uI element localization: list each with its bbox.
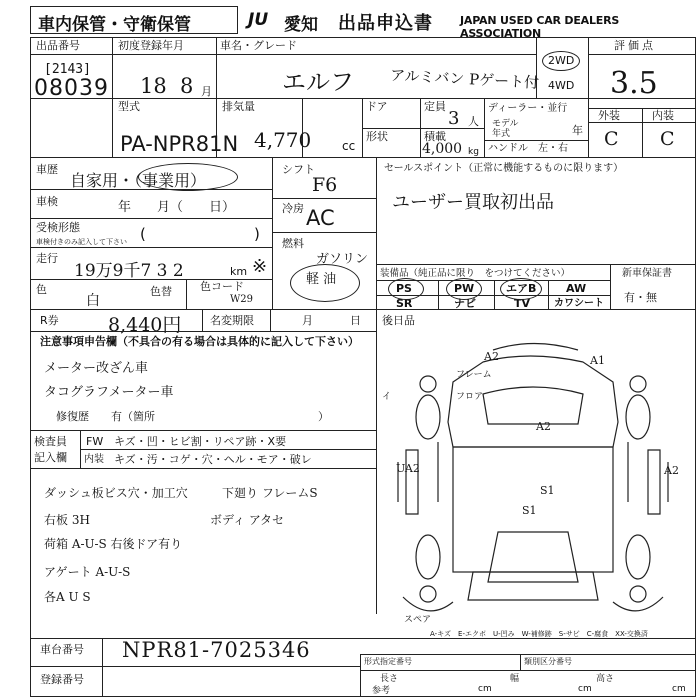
warranty-value: 有・無 — [624, 291, 657, 304]
shift-value: F6 — [312, 174, 338, 196]
repair-close: ） — [318, 410, 329, 423]
year-unit: 年 — [572, 124, 583, 137]
equip-ps: PS — [396, 282, 412, 295]
mark-a2-1: A2 — [484, 350, 499, 363]
fuel-diesel: 軽 油 — [306, 272, 337, 287]
hw-l5: 各A U S — [44, 590, 91, 604]
color-label: 色 — [36, 283, 47, 296]
day-unit: 日 — [350, 314, 361, 327]
label-i: イ — [382, 392, 392, 402]
load-label: 積載 — [424, 130, 446, 143]
equip-seat: カワシート — [554, 298, 604, 309]
length-cm: cm — [478, 684, 492, 694]
hw-l2a: 右板 3H — [44, 513, 90, 527]
inspection-label: 車検 — [36, 195, 58, 208]
class-num-label: 類別区分番号 — [524, 657, 572, 666]
drive-2wd: 2WD — [548, 54, 575, 67]
notes-line1: メーター改ざん車 — [44, 361, 149, 376]
shape-num-label: 形式指定番号 — [364, 657, 412, 666]
model-value: PA-NPR81N — [120, 132, 239, 156]
shift-label: シフト — [282, 163, 315, 176]
fuel-gas: ガソリン — [316, 252, 369, 267]
hw-l1a: ダッシュ板ビス穴・加工穴 — [44, 486, 188, 500]
chassis-value: NPR81-7025346 — [122, 638, 311, 662]
disp-unit: cc — [342, 139, 356, 153]
label-frame: フレーム — [456, 370, 492, 380]
aircon-label: 冷房 — [282, 202, 304, 215]
color-code-label: 色コード — [200, 280, 244, 293]
color-code-value: W29 — [230, 294, 254, 305]
receive-paren-close: ) — [254, 225, 260, 243]
car-diagram — [378, 332, 696, 632]
height-cm: cm — [672, 684, 686, 694]
disp-value: 4,770 — [254, 128, 312, 152]
chassis-label: 車台番号 — [40, 643, 84, 656]
label-floor: フロア — [456, 392, 484, 402]
ju-logo: JU — [248, 10, 269, 30]
car-name: エルフ — [282, 68, 354, 96]
model-label: 型式 — [118, 100, 140, 113]
model-year-label2: 年式 — [492, 129, 511, 139]
mark-s1-1: S1 — [540, 484, 555, 497]
ext-value: C — [604, 128, 619, 150]
inspection-value: 年 月（ 日） — [118, 200, 236, 215]
ext-label: 外装 — [598, 109, 620, 122]
mark-ua2: UA2 — [396, 462, 420, 475]
ps-circle — [388, 278, 424, 300]
load-unit: kg — [468, 147, 479, 157]
history-value: 自家用・（事業用） — [70, 171, 207, 190]
cap-value: 3 — [448, 108, 460, 129]
back-label: 後日品 — [382, 314, 415, 327]
int-label: 内装 — [652, 109, 674, 122]
color-value: 白 — [86, 293, 100, 309]
mark-s1-2: S1 — [522, 504, 537, 517]
fuel-label: 燃料 — [282, 237, 304, 250]
equip-navi: ナビ — [454, 297, 476, 310]
inspector-interior: 内装 — [84, 454, 104, 465]
load-value: 4,000 — [422, 141, 463, 157]
notes-title: 注意事項申告欄（不具合の有る場合は具体的に記入して下さい） — [40, 335, 359, 348]
recycle-value: 8,440円 — [108, 314, 182, 336]
hw-l3: 荷箱 A-U-S 右後ドア有り — [44, 537, 183, 551]
inspector-line2: キズ・汚・コゲ・穴・ヘル・モア・破レ — [114, 453, 312, 466]
pw-circle — [446, 278, 482, 300]
reg-month-unit: 月 — [201, 85, 212, 98]
lot-number: 08039 — [34, 76, 109, 101]
mark-a2-3: A2 — [664, 464, 679, 477]
cap-label: 定員 — [424, 100, 446, 113]
history-label: 車歴 — [36, 163, 58, 176]
name-label: 車名・グレード — [220, 39, 297, 52]
width-cm: cm — [578, 684, 592, 694]
reg-label: 初度登録年月 — [118, 39, 184, 52]
height-label: 高さ — [596, 674, 615, 684]
inspector-label2: 記入欄 — [34, 451, 67, 464]
plate-label: 登録番号 — [40, 673, 84, 686]
hw-l4: アゲート A-U-S — [44, 565, 131, 579]
org-name: 愛知 — [284, 15, 318, 35]
reg-month: 8 — [180, 74, 194, 98]
dealer-label: ディーラー・並行 — [488, 103, 568, 114]
door-label: ドア — [366, 100, 388, 113]
month-unit: 月 — [302, 314, 313, 327]
receive-paren: ( — [140, 225, 146, 243]
inspector-fw: FW — [86, 435, 104, 448]
mileage-mark: ※ — [252, 256, 268, 277]
mark-a1: A1 — [590, 354, 605, 367]
model-year-label: モデル — [492, 119, 519, 129]
inspector-line1: キズ・凹・ヒビ割・リペア跡・X要 — [114, 435, 287, 448]
recycle-label: R券 — [40, 314, 59, 327]
drive-4wd: 4WD — [548, 79, 575, 92]
diagram-legend: A-キズ E-エクボ U-凹み W-補修跡 S-サビ C-腐食 XX-交換済 — [430, 630, 648, 638]
mileage-unit: km — [230, 265, 248, 278]
shape-label: 形状 — [366, 130, 388, 143]
form-name: 出品申込書 — [338, 13, 433, 34]
lot-bracket: [2143] — [44, 62, 91, 77]
equip-pw: PW — [454, 282, 475, 295]
mark-a2-2: A2 — [536, 420, 551, 433]
equip-label: 装備品（純正品に限り をつけてください） — [380, 268, 571, 279]
disp-label: 排気量 — [222, 100, 255, 113]
mileage-label: 走行 — [36, 252, 58, 265]
aircon-value: AC — [306, 206, 335, 230]
width-label: 幅 — [510, 674, 520, 684]
reg-year: 18 — [140, 74, 167, 98]
color-change-label: 色替 — [150, 285, 172, 298]
title-box-text: 車内保管・守衛保管 — [38, 15, 191, 35]
equip-sr: SR — [396, 297, 413, 310]
equip-tv: TV — [514, 297, 531, 310]
notes-line2: タコグラフメーター車 — [44, 385, 174, 400]
equip-airbag: エアB — [506, 282, 537, 295]
hw-l1b: 下廻り フレームS — [222, 486, 318, 500]
note-label: 参考 — [372, 686, 391, 696]
hw-l2b: ボディ アタセ — [210, 513, 285, 527]
english-org: JAPAN USED CAR DEALERS ASSOCIATION — [460, 14, 620, 40]
repair-label: 修復歴 有（箇所 — [56, 410, 155, 423]
cap-unit: 人 — [468, 115, 479, 128]
equip-aw: AW — [566, 282, 587, 295]
receive-note: 車検付きのみ記入して下さい — [36, 238, 127, 246]
score-value: 3.5 — [610, 66, 658, 101]
name-change-label: 名変期限 — [210, 314, 254, 327]
int-value: C — [660, 128, 675, 150]
label-spare: スペア — [404, 615, 432, 625]
length-label: 長さ — [380, 674, 399, 684]
car-grade: アルミバン Pゲート付 — [389, 66, 540, 92]
airbag-circle — [500, 278, 542, 300]
mileage-value: 19万9千7 3 2 — [74, 261, 184, 281]
score-label: 評価点 — [614, 39, 656, 52]
warranty-label: 新車保証書 — [622, 268, 672, 279]
receive-label: 受検形態 — [36, 221, 80, 234]
handle-label: ハンドル 左・右 — [488, 143, 568, 154]
sales-value: ユーザー買取初出品 — [392, 192, 554, 213]
lot-label: 出品番号 — [36, 39, 80, 52]
business-use-circle — [138, 163, 238, 191]
inspector-label1: 検査員 — [34, 435, 67, 448]
sales-label: セールスポイント（正常に機能するものに限ります） — [384, 163, 624, 174]
